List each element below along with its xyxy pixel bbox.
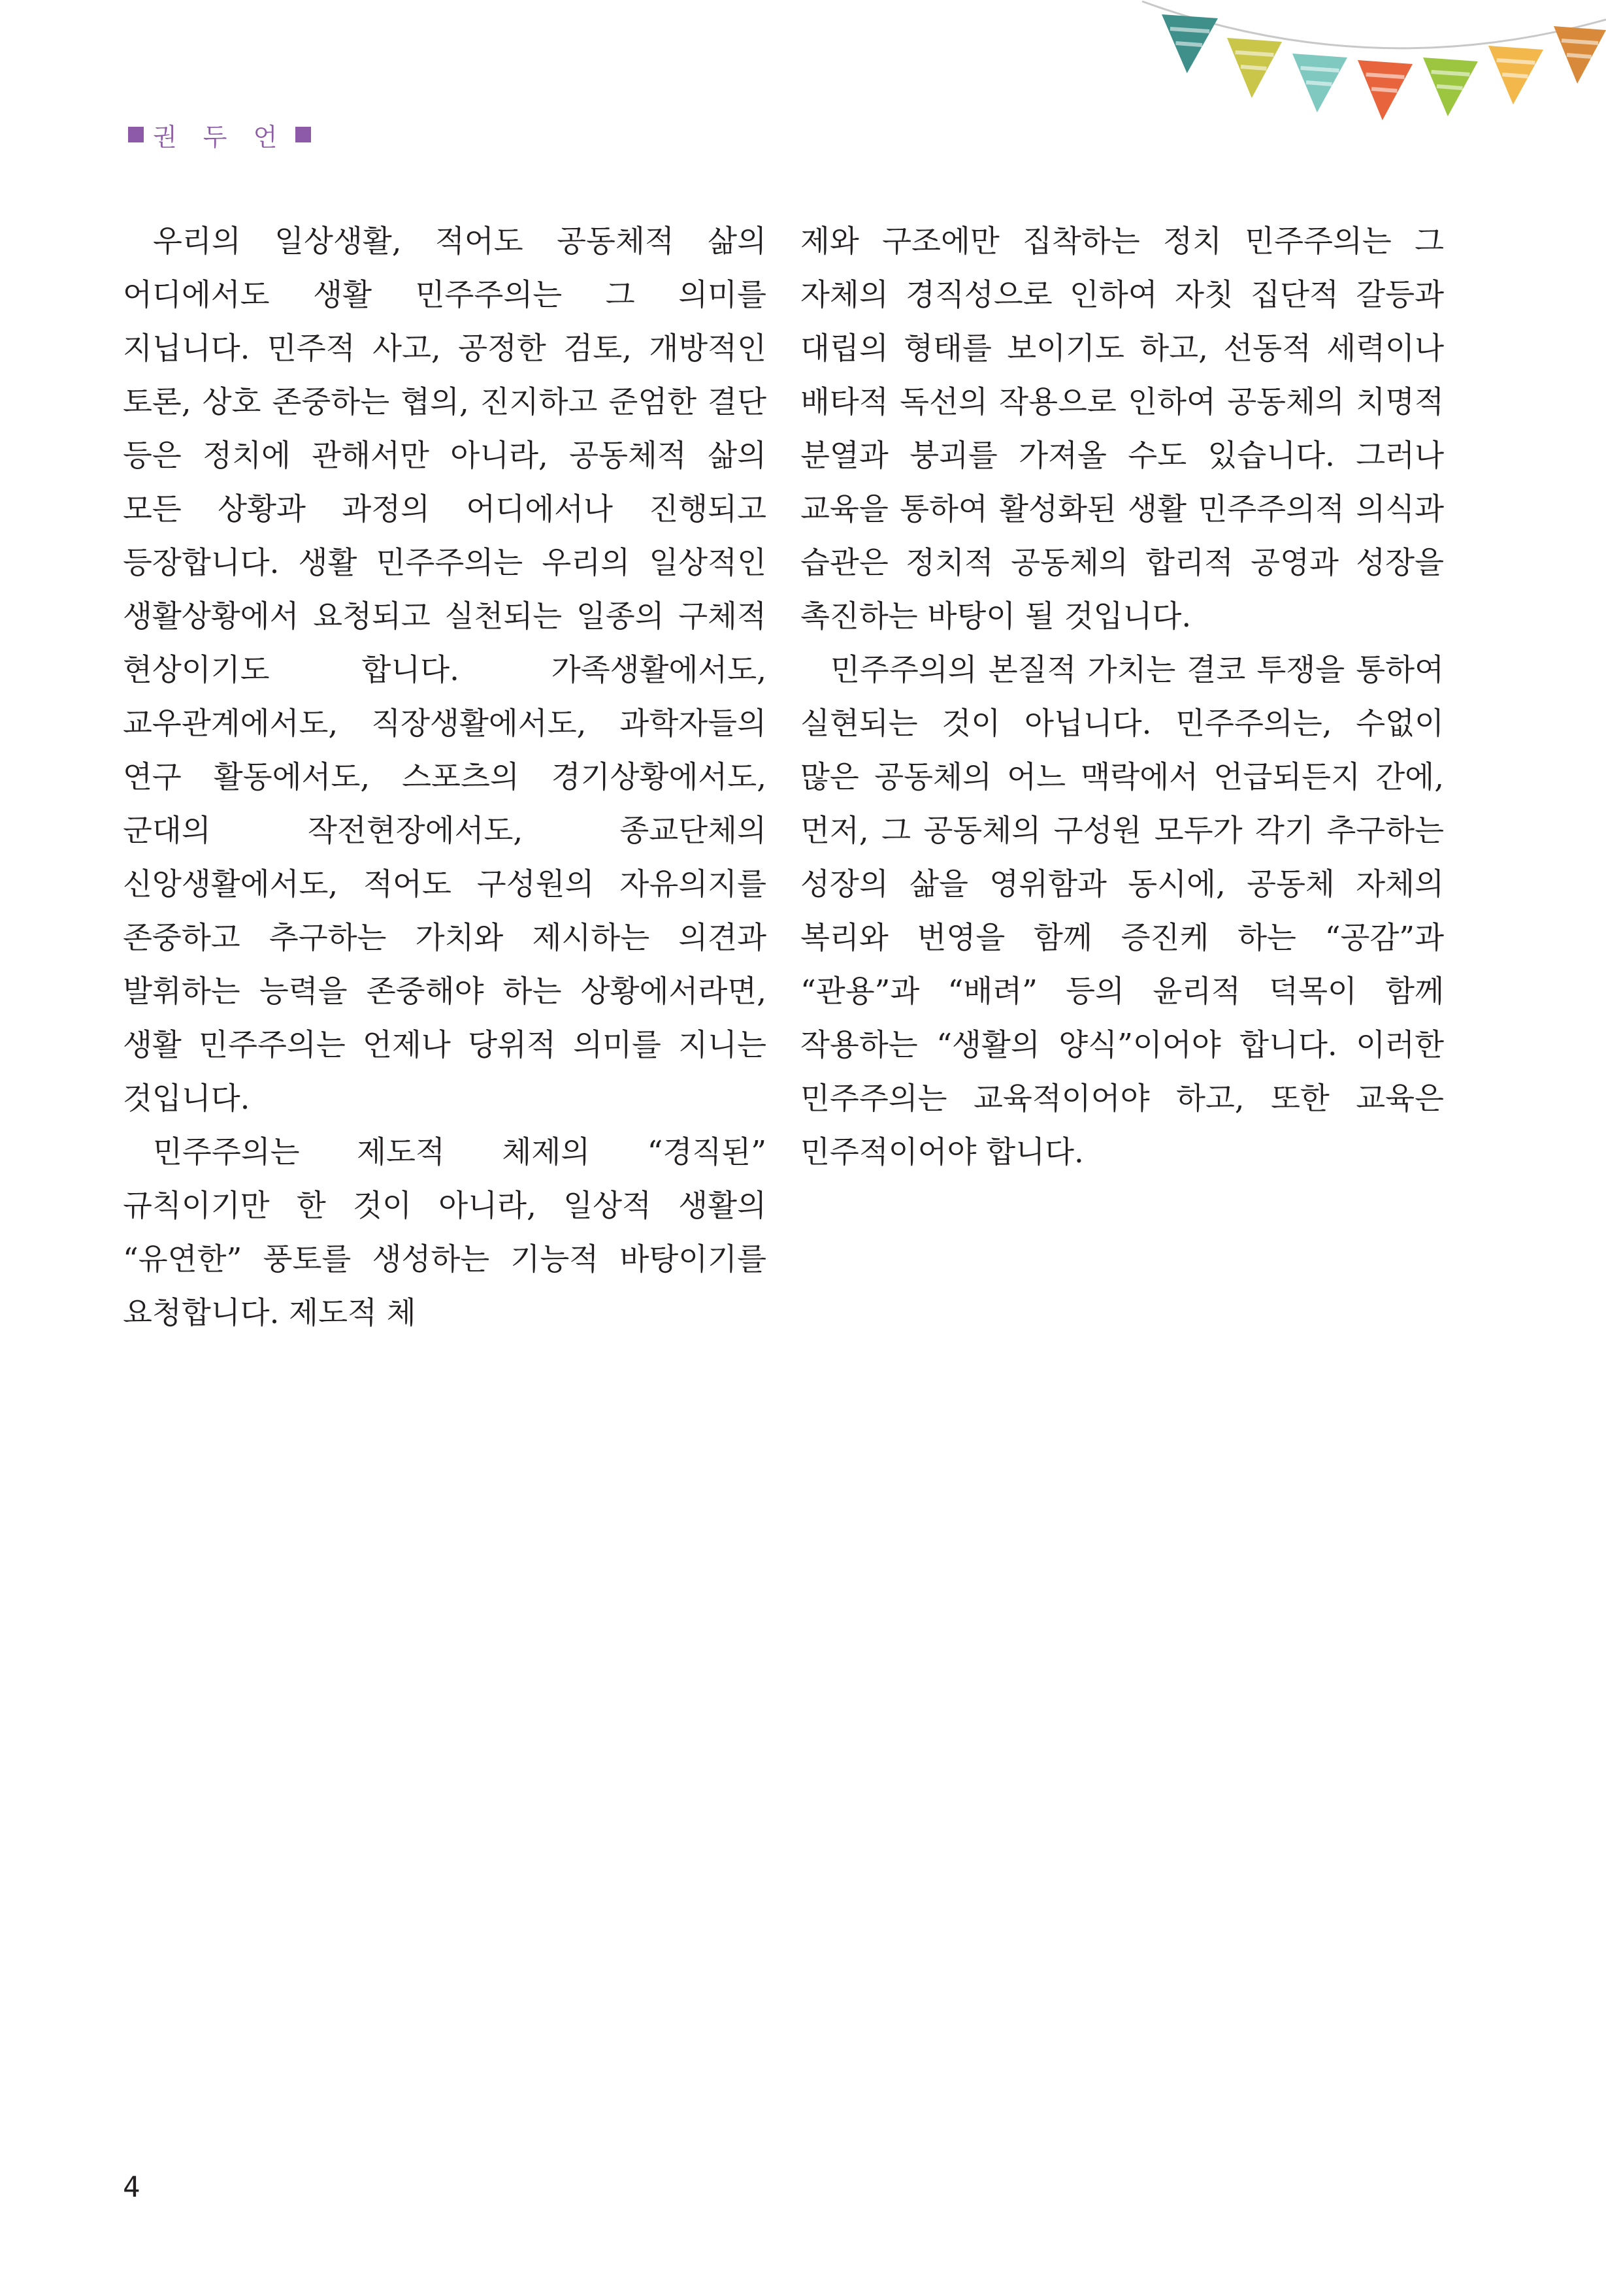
paragraph: 민주주의는 제도적 체제의 “경직된” 규칙이기만 한 것이 아니라, 일상적 생활의 “유연한” 풍토를 생성하는 기능적 바탕이기를 요청합니다. 제도적 체: [123, 1134, 766, 1330]
paragraph: 제와 구조에만 집착하는 정치 민주주의는 그 자체의 경직성으로 인하여 자칫 집단적 갈등과 대립의 형태를 보이기도 하고, 선동적 세력이나 배타적 독선의 작용으로 인하여 공동체의 치명적 분열과 붕괴를 가져올 수도 있습니다. 그러나 교육을 통하여 활성화된 생활 민주주의적 의식과 습관은 정치적 공동체의 합리적 공영과 성장을 촉진하는 바탕이 될 것입니다.: [800, 223, 1444, 634]
section-tag: [128, 116, 311, 153]
article-right-column: [800, 214, 1444, 1179]
paragraph: 민주주의의 본질적 가치는 결코 투쟁을 통하여 실현되는 것이 아닙니다. 민주주의는, 수없이 많은 공동체의 어느 맥락에서 언급되든지 간에, 먼저, 그 공동체의 구성원 모두가 각기 추구하는 성장의 삶을 영위함과 동시에, 공동체 자체의 복리와 번영을 함께 증진케 하는 “공감”과 “관용”과 “배려” 등의 윤리적 덕목이 함께 작용하는 “생활의 양식”이어야 합니다. 이러한 민주주의는 교육적이어야 하고, 또한 교육은 민주적이어야 합니다.: [800, 652, 1444, 1170]
paragraph: 우리의 일상생활, 적어도 공동체적 삶의 어디에서도 생활 민주주의는 그 의미를 지닙니다. 민주적 사고, 공정한 검토, 개방적인 토론, 상호 존중하는 협의, 진지하고 준엄한 결단 등은 정치에 관해서만 아니라, 공동체적 삶의 모든 상황과 과정의 어디에서나 진행되고 등장합니다. 생활 민주주의는 우리의 일상적인 생활상황에서 요청되고 실천되는 일종의 구체적 현상이기도 합니다. 가족생활에서도, 교우관계에서도, 직장생활에서도, 과학자들의 연구 활동에서도, 스포츠의 경기상황에서도, 군대의 작전현장에서도, 종교단체의 신앙생활에서도, 적어도 구성원의 자유의지를 존중하고 추구하는 가치와 제시하는 의견과 발휘하는 능력을 존중해야 하는 상황에서라면, 생활 민주주의는 언제나 당위적 의미를 지니는 것입니다.: [123, 223, 766, 1116]
article-left-column: [123, 214, 766, 1339]
page-number: 4: [123, 2171, 140, 2204]
tag-square-right: [295, 127, 311, 142]
bunting-flags-decoration: [1136, 0, 1606, 150]
tag-square-left: [128, 127, 144, 142]
section-tag-label: 권 두 언: [153, 122, 287, 152]
